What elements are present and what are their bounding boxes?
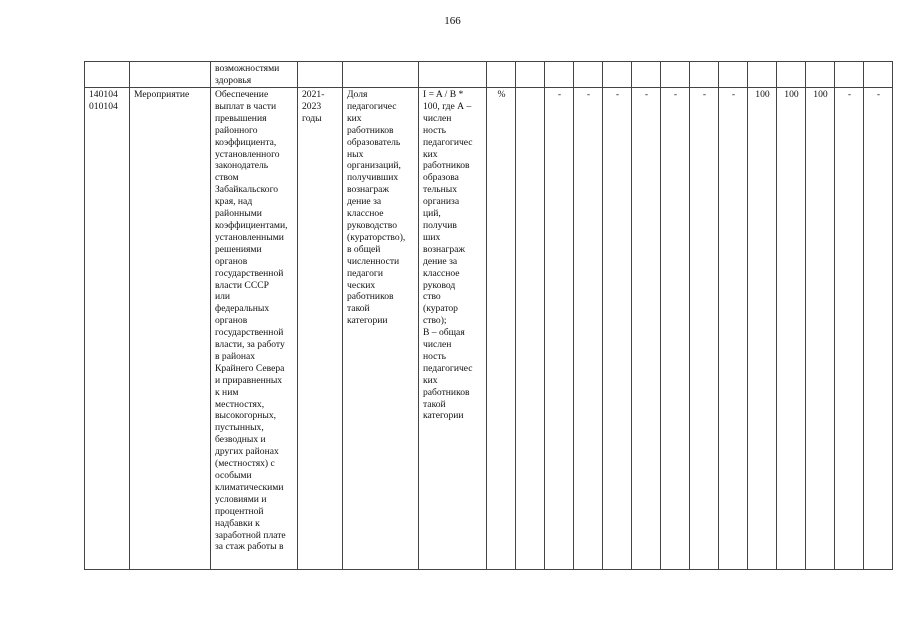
- table-cell: [719, 62, 748, 88]
- period-cell: 2021- 2023 годы: [298, 88, 343, 570]
- table-cell: [343, 62, 419, 88]
- value-cell: -: [661, 88, 690, 570]
- table-cell: [574, 62, 603, 88]
- value-cell: -: [835, 88, 864, 570]
- table-cell: [545, 62, 574, 88]
- table-cell: [690, 62, 719, 88]
- table-cell: [419, 62, 487, 88]
- type-cell: Мероприятие: [130, 88, 211, 570]
- table-cell: [777, 62, 806, 88]
- value-cell: -: [864, 88, 893, 570]
- unit-cell: %: [487, 88, 516, 570]
- table-cell: [516, 62, 545, 88]
- table-cell: [632, 62, 661, 88]
- value-cell: -: [603, 88, 632, 570]
- table-row-continuation: [85, 62, 893, 88]
- value-cell: -: [545, 88, 574, 570]
- table-cell: [748, 62, 777, 88]
- table-cell: [85, 62, 130, 88]
- table-cell: возможностями здоровья: [211, 62, 298, 88]
- name-cell: Обеспечение выплат в части превышения районного коэффициента, установленного законодатель ством Забайкальского края, над районными коэффициентами, установленными решениями органов государственной власти СССР или федеральных органов государственной власти, за работу в районах Крайнего Севера и приравненных к ним местностях, высокогорных, пустынных, безводных и других районах (местностях) с особыми климатическими условиями и процентной надбавки к заработной плате за стаж работы в: [211, 88, 298, 570]
- page-number: 166: [444, 15, 461, 27]
- program-table: [84, 61, 893, 570]
- value-cell: -: [632, 88, 661, 570]
- value-cell: 100: [777, 88, 806, 570]
- table-cell: [298, 62, 343, 88]
- table-cell: [603, 62, 632, 88]
- table-cell: [661, 62, 690, 88]
- table-cell: [835, 62, 864, 88]
- table-cell: [806, 62, 835, 88]
- value-cell: 100: [748, 88, 777, 570]
- table-cell: [487, 62, 516, 88]
- table-cell: [130, 62, 211, 88]
- indicator-cell: Доля педагогичес ких работников образователь ных организаций, получивших вознаграж дение за классное руководство (кураторство), в общей численности педагоги ческих работников такой категории: [343, 88, 419, 570]
- table-cell: [864, 62, 893, 88]
- value-cell: -: [574, 88, 603, 570]
- table-row-measure: [85, 88, 893, 570]
- value-cell: -: [719, 88, 748, 570]
- value-cell: 100: [806, 88, 835, 570]
- value-cell: -: [690, 88, 719, 570]
- value-cell: [516, 88, 545, 570]
- code-cell: 140104 010104: [85, 88, 130, 570]
- formula-cell: I = A / B * 100, где А – числен ность педагогичес ких работников образова тельных организа ций, получив ших вознаграж дение за классное руковод ство (куратор ство); В – общая числен ность педагогичес ких работников такой категории: [419, 88, 487, 570]
